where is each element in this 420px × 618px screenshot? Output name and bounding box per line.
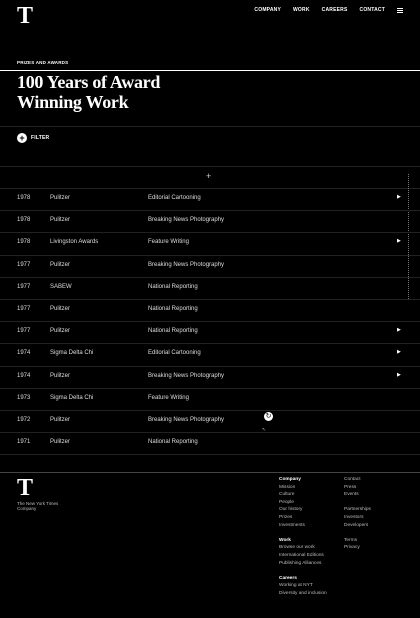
- arrow-right-icon[interactable]: ▶: [397, 371, 401, 378]
- award-row[interactable]: [0, 211, 420, 233]
- award-category: Breaking News Photography: [148, 261, 225, 268]
- top-nav: [242, 6, 403, 14]
- footer-work-link[interactable]: Browse our work: [279, 545, 315, 551]
- footer-column-secondary: [344, 476, 371, 552]
- award-row[interactable]: [0, 367, 420, 389]
- footer-divider: [0, 472, 420, 473]
- award-category: Editorial Cartooning: [148, 350, 201, 357]
- award-category: Breaking News Photography: [148, 217, 225, 224]
- award-organization: Pulitzer: [50, 439, 71, 446]
- award-row[interactable]: [0, 433, 420, 455]
- footer-secondary-link[interactable]: Partnerships: [344, 507, 371, 513]
- award-category: National Reporting: [148, 439, 198, 446]
- nav-careers[interactable]: CAREERS: [321, 7, 348, 13]
- nav-contact[interactable]: CONTACT: [359, 7, 385, 13]
- award-category: National Reporting: [148, 328, 198, 335]
- footer-secondary-link[interactable]: Terms: [344, 537, 358, 543]
- footer-secondary-link[interactable]: Press: [344, 484, 357, 490]
- award-year: 1974: [17, 350, 31, 357]
- footer-secondary-link[interactable]: Developers: [344, 522, 369, 528]
- nyt-logo[interactable]: T: [17, 3, 34, 29]
- award-organization: Pulitzer: [50, 305, 71, 312]
- footer-heading-company[interactable]: Company: [279, 477, 301, 482]
- footer-column-main: [279, 476, 327, 598]
- award-category: Feature Writing: [148, 239, 189, 246]
- divider: [0, 126, 420, 127]
- footer-company-name: The New York Times Company: [17, 501, 59, 511]
- award-year: 1977: [17, 305, 31, 312]
- footer-careers-link[interactable]: Diversity and inclusion: [279, 590, 327, 596]
- expand-plus-icon[interactable]: +: [206, 171, 212, 181]
- footer-secondary-link[interactable]: Events: [344, 492, 359, 498]
- plus-icon: +: [17, 133, 27, 143]
- award-year: 1971: [17, 439, 31, 446]
- award-row[interactable]: [0, 189, 420, 211]
- award-year: 1974: [17, 372, 31, 379]
- footer-company-link[interactable]: Investments: [279, 522, 305, 528]
- award-row[interactable]: [0, 300, 420, 322]
- nav-work[interactable]: WORK: [293, 7, 310, 13]
- footer-company-link[interactable]: Mission: [279, 484, 296, 490]
- footer-secondary-link[interactable]: Contact: [344, 477, 361, 482]
- award-category: National Reporting: [148, 305, 198, 312]
- award-year: 1973: [17, 394, 31, 401]
- award-year: 1978: [17, 217, 31, 224]
- filter-button[interactable]: [17, 133, 49, 143]
- award-category: Feature Writing: [148, 394, 189, 401]
- award-year: 1978: [17, 195, 31, 201]
- award-row[interactable]: [0, 411, 420, 433]
- award-row[interactable]: [0, 344, 420, 366]
- award-year: 1977: [17, 261, 31, 268]
- footer-company-link[interactable]: Prizes: [279, 514, 293, 520]
- divider: [0, 166, 420, 167]
- hamburger-menu-icon[interactable]: [397, 8, 403, 13]
- footer-company-link[interactable]: People: [279, 499, 294, 505]
- filter-label: FILTER: [31, 135, 50, 141]
- footer-work-link[interactable]: Publishing Alliances: [279, 560, 322, 566]
- award-organization: Pulitzer: [50, 195, 71, 201]
- nav-company[interactable]: COMPANY: [254, 7, 282, 13]
- cursor-icon: ↖: [262, 427, 267, 433]
- award-year: 1977: [17, 283, 31, 290]
- award-year: 1972: [17, 416, 31, 423]
- award-category: Breaking News Photography: [148, 372, 225, 379]
- award-organization: Pulitzer: [50, 416, 71, 423]
- footer-work-link[interactable]: International Editions: [279, 552, 324, 558]
- footer-company-link[interactable]: Our history: [279, 507, 303, 513]
- footer-careers-link[interactable]: Working at NYT: [279, 583, 313, 589]
- footer-heading-work[interactable]: Work: [279, 537, 291, 543]
- award-row[interactable]: [0, 278, 420, 300]
- arrow-right-icon[interactable]: ▶: [397, 194, 401, 200]
- award-row[interactable]: [0, 322, 420, 344]
- footer-heading-careers[interactable]: Careers: [279, 575, 297, 581]
- footer-nyt-logo[interactable]: T: [17, 475, 34, 501]
- award-row[interactable]: [0, 389, 420, 411]
- award-organization: Livingston Awards: [50, 239, 99, 246]
- page-title: 100 Years of Award Winning Work: [17, 72, 161, 112]
- award-organization: Pulitzer: [50, 372, 71, 379]
- award-row[interactable]: [0, 256, 420, 278]
- award-organization: Sigma Delta Chi: [50, 394, 94, 401]
- arrow-right-icon[interactable]: ▶: [397, 327, 401, 334]
- footer-company-link[interactable]: Culture: [279, 492, 295, 498]
- award-organization: Pulitzer: [50, 261, 71, 268]
- footer-secondary-link[interactable]: Privacy: [344, 545, 360, 551]
- award-category: Editorial Cartooning: [148, 195, 201, 201]
- award-organization: Pulitzer: [50, 217, 71, 224]
- awards-list: [0, 189, 420, 455]
- loading-spinner-icon: ↻: [265, 413, 272, 420]
- arrow-right-icon[interactable]: ▶: [397, 238, 401, 245]
- award-category: National Reporting: [148, 283, 198, 290]
- award-row[interactable]: [0, 233, 420, 255]
- award-organization: Pulitzer: [50, 328, 71, 335]
- arrow-right-icon[interactable]: ▶: [397, 349, 401, 356]
- section-eyebrow: PRIZES AND AWARDS: [17, 60, 69, 65]
- award-organization: Sigma Delta Chi: [50, 350, 94, 357]
- award-year: 1977: [17, 328, 31, 335]
- divider: [0, 70, 420, 71]
- award-category: Breaking News Photography: [148, 416, 225, 423]
- footer-secondary-link[interactable]: Investors: [344, 514, 364, 520]
- award-year: 1978: [17, 239, 31, 246]
- award-organization: SABEW: [50, 283, 72, 290]
